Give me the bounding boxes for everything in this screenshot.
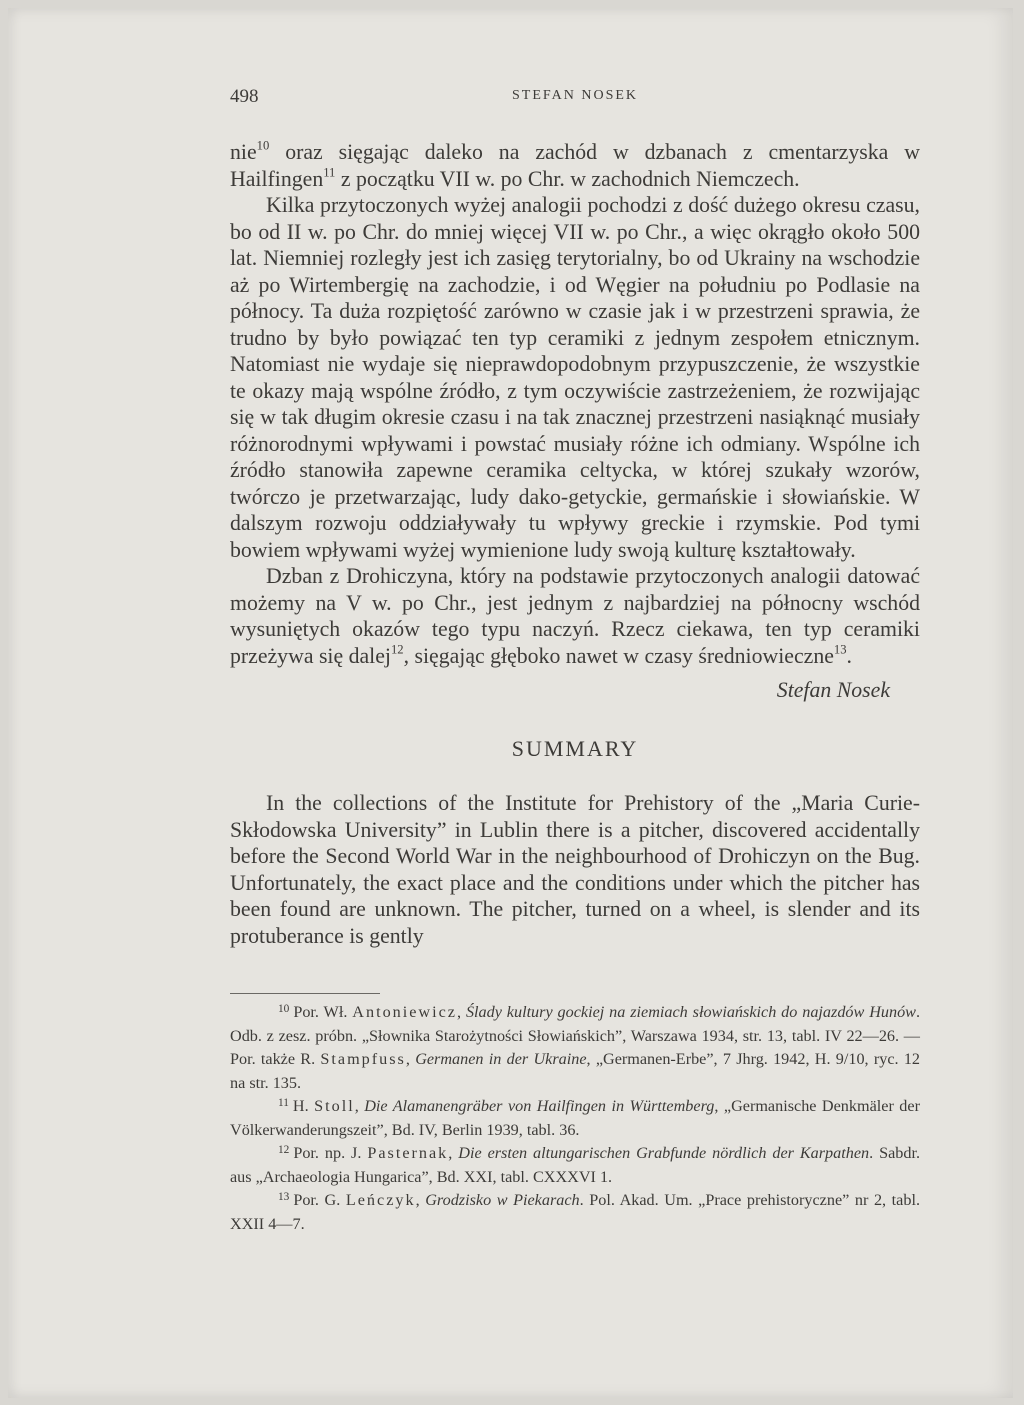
footnotes: [230, 1001, 920, 1236]
page-number: 498: [230, 86, 259, 107]
footnote-10: $^{10}$ Por. Wł. Antoniewicz, Ślady kultury gockiej na ziemiach słowiańskich do najazdów Hunów. Odb. z zesz. próbn. „Słownika Starożytności Słowiańskich”, Warszawa 1934, str. 13, tabl. IV 22—26. — Por. także R. Stampfuss, Germanen in der Ukraine, „Germanen-Erbe”, 7 Jhrg. 1942, H. 9/10, ryc. 12 na str. 135.: [230, 1002, 921, 1092]
paragraph-1: nie$^{10}$ oraz sięgając daleko na zachód w dzbanach z cmentarzyska w Hailfingen$^{11}$ z początku VII w. po Chr. w zachodnich Niemczech.: [230, 138, 920, 191]
summary-paragraph: In the collections of the Institute for Prehistory of the „Maria Curie-Skłodowska University” in Lublin there is a pitcher, discovered accidentally before the Second World War in the neighbourhood of Drohiczyn on the Bug. Unfortunately, the exact place and the conditions under which the pitcher has been found are unknown. The pitcher, turned on a wheel, is slender and its protuberance is gently: [230, 791, 920, 948]
footnote-ref-11: 11: [323, 165, 336, 180]
running-title: STEFAN NOSEK: [511, 88, 639, 103]
running-head: [230, 86, 920, 110]
footnote-12: $^{12}$ Por. np. J. Pasternak, Die ersten altungarischen Grabfunde nördlich der Karpathen. Sabdr. aus „Archaeologia Hungarica”, Bd. XXI, tabl. CXXXVI 1.: [230, 1143, 921, 1186]
paragraph-3: Dzban z Drohiczyna, który na podstawie przytoczonych analogii datować możemy na V w. po Chr., jest jednym z najbardziej na północny wschód wysuniętych okazów tego typu naczyń. Rzecz ciekawa, ten typ ceramiki przeżywa się dalej$^{12}$, sięgając głęboko nawet w czasy średniowieczne$^{13}$.: [230, 564, 920, 668]
summary-heading: SUMMARY: [511, 735, 639, 761]
footnote-11: $^{11}$ H. Stoll, Die Alamanengräber von Hailfingen in Württemberg, „Germanische Denkmäler der Völkerwanderungszeit”, Bd. IV, Berlin 1939, tabl. 36.: [230, 1096, 920, 1139]
author-signature: Stefan Nosek: [776, 678, 890, 702]
footnote-ref-13: 13: [833, 642, 847, 657]
footnote-divider: [230, 993, 380, 994]
paragraph-2: Kilka przytoczonych wyżej analogii pochodzi z dość dużego okresu czasu, bo od II w. po Chr. do mniej więcej VII w. po Chr., a więc okrągło około 500 lat. Niemniej rozległy jest ich zasięg terytorialny, bo od Ukrainy na wschodzie aż po Wirtembergię na zachodzie, i od Węgier na południu po Podlasie na północy. Ta duża rozpiętość zarówno w czasie jak i w przestrzeni sprawia, że trudno by było powiązać ten typ ceramiki z jednym zespołem etnicznym. Natomiast nie wydaje się nieprawdopodobnym przypuszczenie, że wszystkie te okazy mają wspólne źródło, z tym oczywiście zastrzeżeniem, że rozwijając się w tak długim okresie czasu i na tak znacznej przestrzeni nasiąknąć musiały różnorodnymi wpływami i powstać musiały różne ich odmiany. Wspólne ich źródło stanowiła zapewne ceramika celtycka, w której szukały wzorów, twórczo je przetwarzając, ludy dako-getyckie, germańskie i słowiańskie. W dalszym rozwoju oddziaływały tu wpływy greckie i rzymskie. Pod tymi bowiem wpływami wyżej wymienione ludy swoją kulturę kształtowały.: [230, 193, 920, 562]
main-text: [230, 139, 920, 949]
footnote-ref-12: 12: [390, 642, 404, 657]
footnote-ref-10: 10: [256, 138, 270, 153]
footnote-13: $^{13}$ Por. G. Leńczyk, Grodzisko w Piekarach. Pol. Akad. Um. „Prace prehistoryczne” nr 2, tabl. XXII 4—7.: [230, 1190, 920, 1233]
book-page: [8, 8, 1013, 1398]
